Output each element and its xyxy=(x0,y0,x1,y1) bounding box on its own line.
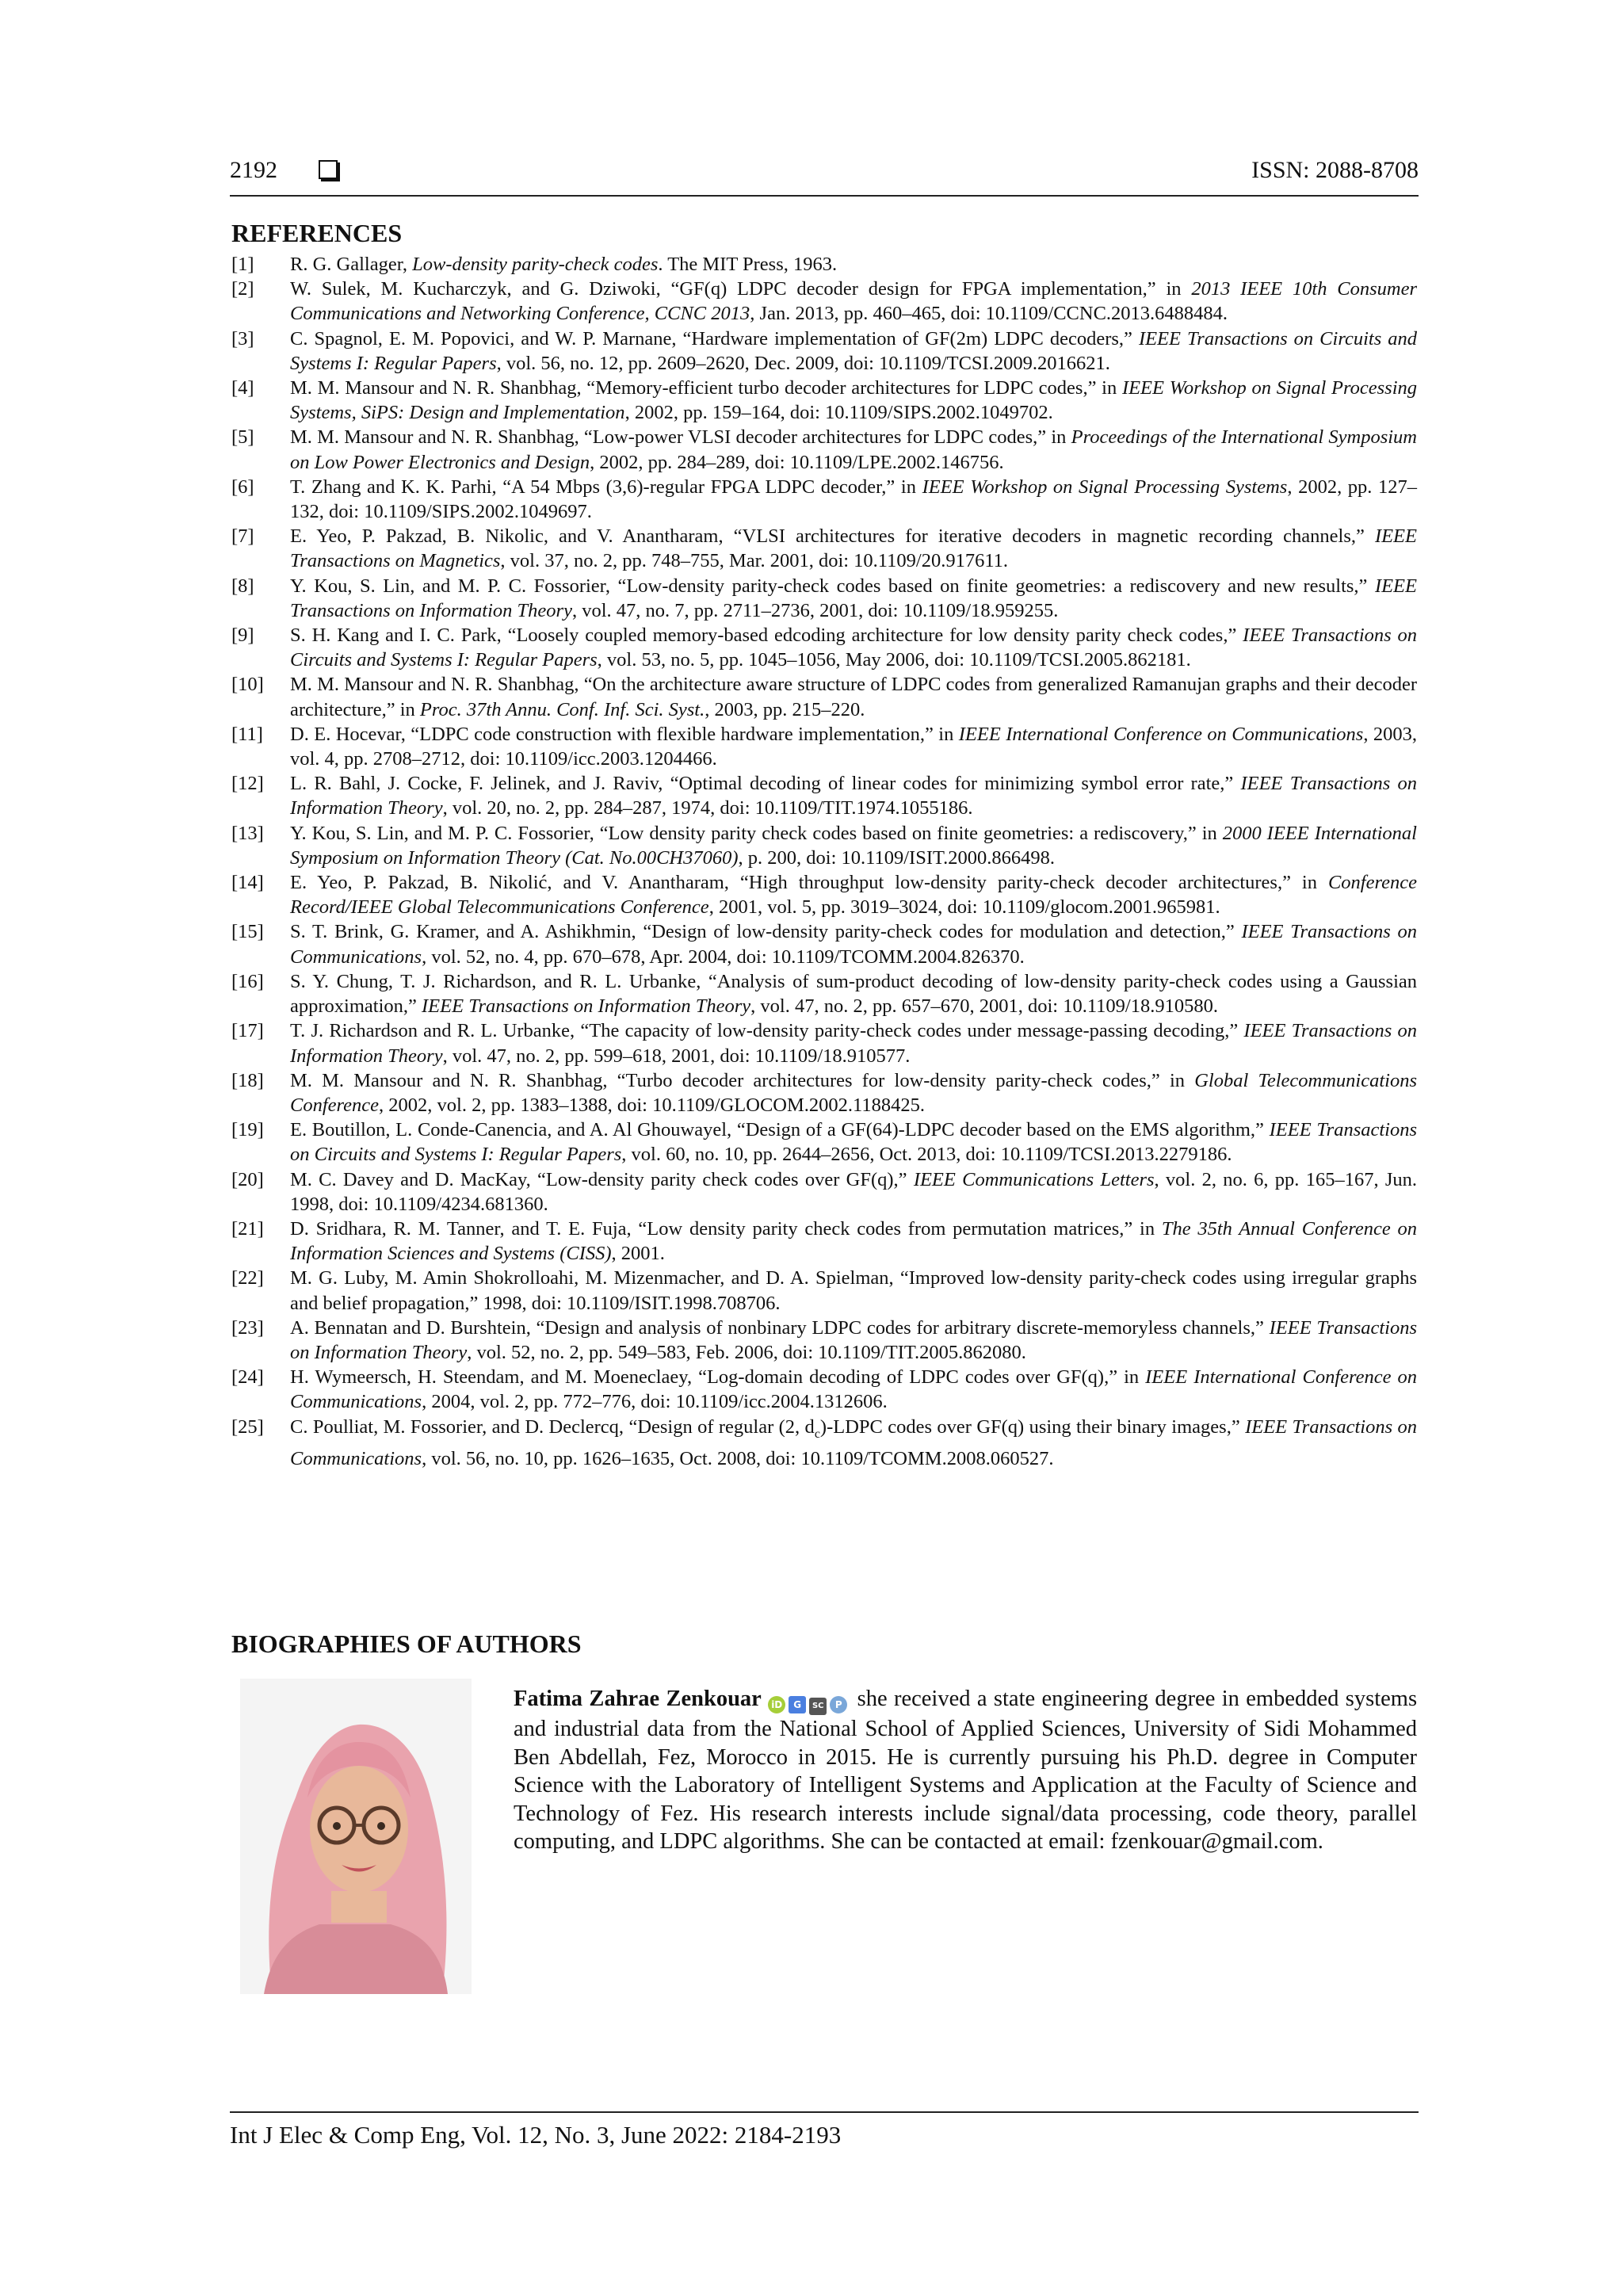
reference-venue: IEEE Transactions on Magnetics xyxy=(290,525,1417,572)
orcid-icon[interactable]: iD xyxy=(768,1696,785,1713)
reference-text: M. M. Mansour and N. R. Shanbhag, “Low-power VLSI decoder architectures for LDPC codes,” in xyxy=(290,426,1071,449)
reference-text: , 2002, vol. 2, pp. 1383–1388, doi: 10.1109/GLOCOM.2002.1188425. xyxy=(379,1094,925,1116)
reference-venue: IEEE Transactions on Information Theory xyxy=(290,575,1417,621)
reference-text: . The MIT Press, 1963. xyxy=(658,254,838,275)
reference-number: [22] xyxy=(231,1267,264,1289)
reference-item xyxy=(231,672,1417,721)
reference-number: [4] xyxy=(231,377,254,399)
reference-number: [8] xyxy=(231,575,254,597)
reference-item xyxy=(231,376,1417,425)
google-scholar-icon[interactable]: G xyxy=(789,1696,806,1713)
reference-venue: Conference Record/IEEE Global Telecommunications Conference xyxy=(290,872,1417,919)
reference-item xyxy=(231,277,1417,326)
reference-venue: IEEE Transactions on Communications xyxy=(290,921,1418,968)
reference-venue: IEEE Transactions on Circuits and Systems I: Regular Papers xyxy=(290,625,1417,671)
reference-text: , vol. 20, no. 2, pp. 284–287, 1974, doi: 10.1109/TIT.1974.1055186. xyxy=(442,797,973,819)
biographies-heading: BIOGRAPHIES OF AUTHORS xyxy=(231,1629,582,1658)
reference-text: , 2003, vol. 4, pp. 2708–2712, doi: 10.1109/icc.2003.1204466. xyxy=(290,723,1418,770)
reference-text: , p. 200, doi: 10.1109/ISIT.2000.866498. xyxy=(738,846,1056,869)
reference-item xyxy=(231,1266,1417,1315)
reference-venue: IEEE Transactions on Circuits and Systems I: Regular Papers xyxy=(290,1119,1418,1166)
reference-item xyxy=(231,1167,1417,1217)
author-photo xyxy=(240,1679,472,1994)
reference-number: [1] xyxy=(231,254,254,275)
reference-number: [18] xyxy=(231,1069,264,1091)
reference-text: C. Spagnol, E. M. Popovici, and W. P. Marnane, “Hardware implementation of GF(2m) LDPC decoders,” xyxy=(290,327,1139,350)
reference-number: [2] xyxy=(231,278,254,300)
reference-text: R. G. Gallager, xyxy=(290,254,413,275)
reference-venue: IEEE Transactions on Information Theory xyxy=(290,1316,1418,1363)
reference-text: , vol. 56, no. 10, pp. 1626–1635, Oct. 2008, doi: 10.1109/TCOMM.2008.060527. xyxy=(422,1447,1054,1469)
author-biography xyxy=(514,1685,1417,1856)
references-heading: REFERENCES xyxy=(231,219,403,247)
reference-number: [5] xyxy=(231,426,254,449)
reference-item xyxy=(231,722,1417,771)
reference-venue: IEEE International Conference on Communications xyxy=(290,1366,1417,1413)
reference-text: M. M. Mansour and N. R. Shanbhag, “Memory-efficient turbo decoder architectures for LDPC codes,” in xyxy=(290,377,1122,399)
reference-text: C. Poulliat, M. Fossorier, and D. Declercq, “Design of regular (2, d xyxy=(290,1415,815,1438)
reference-number: [14] xyxy=(231,872,264,894)
reference-number: [20] xyxy=(231,1168,264,1190)
reference-number: [21] xyxy=(231,1217,264,1240)
reference-text: , vol. 52, no. 4, pp. 670–678, Apr. 2004, doi: 10.1109/TCOMM.2004.826370. xyxy=(422,946,1025,968)
author-name: Fatima Zahrae Zenkouar xyxy=(514,1687,762,1711)
reference-text: , vol. 52, no. 2, pp. 549–583, Feb. 2006, doi: 10.1109/TIT.2005.862080. xyxy=(467,1341,1026,1363)
reference-text: Y. Kou, S. Lin, and M. P. C. Fossorier, “Low-density parity-check codes based on finite geometries: a rediscovery and new results,” xyxy=(290,575,1375,597)
reference-text: S. H. Kang and I. C. Park, “Loosely coupled memory-based edcoding architecture for low density parity check codes,” xyxy=(290,625,1243,647)
reference-item xyxy=(231,1068,1417,1117)
reference-venue: IEEE International Conference on Communications xyxy=(958,723,1364,745)
reference-venue: IEEE Communications Letters xyxy=(913,1168,1155,1190)
reference-item xyxy=(231,1117,1417,1167)
reference-text: E. Boutillon, L. Conde-Canencia, and A. Al Ghouwayel, “Design of a GF(64)-LDPC decoder based on the EMS algorithm,” xyxy=(290,1119,1270,1141)
reference-text: M. C. Davey and D. MacKay, “Low-density parity check codes over GF(q),” xyxy=(290,1168,914,1190)
reference-venue: 2013 IEEE 10th Consumer Communications and Networking Conference, CCNC 2013 xyxy=(290,278,1417,325)
reference-number: [7] xyxy=(231,525,254,548)
reference-text: , 2002, pp. 159–164, doi: 10.1109/SIPS.2002.1049702. xyxy=(624,402,1053,424)
references-list xyxy=(231,252,1417,1471)
reference-venue: IEEE Transactions on Information Theory xyxy=(290,773,1418,819)
reference-text: , vol. 47, no. 2, pp. 599–618, 2001, doi: 10.1109/18.910577. xyxy=(442,1045,911,1067)
reference-text: c xyxy=(814,1427,820,1441)
reference-venue: IEEE Workshop on Signal Processing Systems xyxy=(922,476,1288,498)
reference-text: H. Wymeersch, H. Steendam, and M. Moeneclaey, “Log-domain decoding of LDPC codes over GF(q),” in xyxy=(290,1366,1146,1389)
reference-text: , 2002, pp. 284–289, doi: 10.1109/LPE.2002.146756. xyxy=(590,451,1004,473)
reference-text: D. E. Hocevar, “LDPC code construction with flexible hardware implementation,” in xyxy=(290,723,959,745)
reference-venue: The 35th Annual Conference on Information Sciences and Systems (CISS) xyxy=(290,1217,1417,1265)
reference-item xyxy=(231,1316,1417,1365)
reference-number: [12] xyxy=(231,773,264,795)
reference-text: , 2001. xyxy=(611,1243,665,1265)
reference-number: [23] xyxy=(231,1316,264,1339)
reference-venue: Proceedings of the International Symposium on Low Power Electronics and Design xyxy=(290,426,1417,473)
reference-text: , 2001, vol. 5, pp. 3019–3024, doi: 10.1109/glocom.2001.965981. xyxy=(708,896,1220,919)
reference-venue: IEEE Transactions on Information Theory xyxy=(290,1020,1417,1067)
reference-number: [10] xyxy=(231,674,264,696)
reference-item xyxy=(231,524,1417,573)
reference-number: [3] xyxy=(231,327,254,350)
author-badges xyxy=(768,1687,857,1711)
reference-item xyxy=(231,327,1417,376)
reference-venue: Low-density parity-check codes xyxy=(412,254,659,275)
reference-number: [9] xyxy=(231,625,254,647)
reference-text: , Jan. 2013, pp. 460–465, doi: 10.1109/CCNC.2013.6488484. xyxy=(750,303,1228,325)
reference-item xyxy=(231,919,1417,968)
reference-text: , vol. 60, no. 10, pp. 2644–2656, Oct. 2013, doi: 10.1109/TCSI.2013.2279186. xyxy=(621,1144,1232,1166)
reference-item xyxy=(231,771,1417,820)
reference-text: , 2002, pp. 127–132, doi: 10.1109/SIPS.2002.1049697. xyxy=(290,476,1417,523)
reference-text: )-LDPC codes over GF(q) using their binary images,” xyxy=(819,1415,1246,1438)
author-bio-text: she received a state engineering degree in embedded systems and industrial data from the National School of Applied Sciences, University of Sidi Mohammed Ben Abdellah, Fez, Morocco in 2015. He is currently pursuing his Ph.D. degree in Computer Science with the Laboratory of Intelligent Systems and Application at the Faculty of Science and Technology of Fez. His research interests include signal/data processing, code theory, parallel computing, and LDPC algorithms. She can be contacted at email: fzenkouar@gmail.com. xyxy=(514,1687,1418,1854)
issn: ISSN: 2088-8708 xyxy=(1251,157,1419,183)
reference-item xyxy=(231,969,1417,1018)
reference-item xyxy=(231,574,1417,623)
reference-text: , vol. 56, no. 12, pp. 2609–2620, Dec. 2009, doi: 10.1109/TCSI.2009.2016621. xyxy=(496,352,1110,374)
square-bullet-icon xyxy=(319,160,338,179)
reference-text: T. J. Richardson and R. L. Urbanke, “The capacity of low-density parity-check codes under message-passing decoding,” xyxy=(290,1020,1244,1042)
reference-number: [19] xyxy=(231,1119,264,1141)
reference-text: M. M. Mansour and N. R. Shanbhag, “Turbo decoder architectures for low-density parity-check codes,” in xyxy=(290,1069,1195,1091)
reference-text: M. M. Mansour and N. R. Shanbhag, “On the architecture aware structure of LDPC codes from generalized Ramanujan graphs and their decoder architecture,” in xyxy=(290,674,1417,720)
reference-item xyxy=(231,821,1417,870)
reference-item xyxy=(231,1018,1417,1068)
reference-number: [24] xyxy=(231,1366,264,1389)
reference-venue: IEEE Transactions on Information Theory xyxy=(422,995,751,1018)
reference-venue: Global Telecommunications Conference xyxy=(290,1069,1417,1116)
reference-number: [16] xyxy=(231,970,264,992)
reference-number: [13] xyxy=(231,822,264,844)
reference-text: E. Yeo, P. Pakzad, B. Nikolić, and V. Anantharam, “High throughput low-density parity-check decoder architectures,” in xyxy=(290,872,1328,894)
reference-text: , 2003, pp. 215–220. xyxy=(705,698,865,720)
reference-item xyxy=(231,252,1417,277)
reference-text: E. Yeo, P. Pakzad, B. Nikolic, and V. Anantharam, “VLSI architectures for iterative decoders in magnetic recording channels,” xyxy=(290,525,1375,548)
reference-item xyxy=(231,1365,1417,1414)
reference-text: Y. Kou, S. Lin, and M. P. C. Fossorier, “Low density parity check codes based on finite geometries: a rediscovery,” in xyxy=(290,822,1223,844)
reference-text: L. R. Bahl, J. Cocke, F. Jelinek, and J. Raviv, “Optimal decoding of linear codes for minimizing symbol error rate,” xyxy=(290,773,1241,795)
page-footer xyxy=(230,2111,1419,2149)
reference-number: [25] xyxy=(231,1415,264,1438)
reference-number: [11] xyxy=(231,723,263,745)
reference-number: [17] xyxy=(231,1020,264,1042)
scopus-icon[interactable]: SC xyxy=(809,1698,827,1715)
reference-text: , 2004, vol. 2, pp. 772–776, doi: 10.1109/icc.2004.1312606. xyxy=(422,1391,888,1413)
reference-venue: 2000 IEEE International Symposium on Information Theory (Cat. No.00CH37060) xyxy=(290,822,1417,869)
reference-text: W. Sulek, M. Kucharczyk, and G. Dziwoki, “GF(q) LDPC decoder design for FPGA implementation,” in xyxy=(290,278,1192,300)
reference-text: S. Y. Chung, T. J. Richardson, and R. L. Urbanke, “Analysis of sum-product decoding of low-density parity-check codes using a Gaussian approximation,” xyxy=(290,970,1417,1018)
reference-number: [6] xyxy=(231,476,254,498)
reference-text: T. Zhang and K. K. Parhi, “A 54 Mbps (3,6)-regular FPGA LDPC decoder,” in xyxy=(290,476,922,498)
reference-number: [15] xyxy=(231,921,264,943)
reference-item xyxy=(231,425,1417,474)
reference-venue: IEEE Transactions on Communications xyxy=(290,1415,1418,1469)
reference-item xyxy=(231,623,1417,672)
reference-item xyxy=(231,870,1417,919)
reference-item xyxy=(231,475,1417,524)
page-number: 2192 xyxy=(230,157,277,183)
reference-venue: IEEE Workshop on Signal Processing Systems, SiPS: Design and Implementation xyxy=(290,377,1418,424)
reference-text: , vol. 37, no. 2, pp. 748–755, Mar. 2001, doi: 10.1109/20.917611. xyxy=(500,550,1009,572)
reference-text: A. Bennatan and D. Burshtein, “Design and analysis of nonbinary LDPC codes for arbitrary discrete-memoryless channels,” xyxy=(290,1316,1270,1339)
reference-text: M. G. Luby, M. Amin Shokrolloahi, M. Mizenmacher, and D. A. Spielman, “Improved low-density parity-check codes using irregular graphs and belief propagation,” 1998, doi: 10.1109/ISIT.1998.708706. xyxy=(290,1267,1417,1314)
reference-text: , vol. 2, no. 6, pp. 165–167, Jun. 1998, doi: 10.1109/4234.681360. xyxy=(290,1168,1418,1215)
page-header xyxy=(230,157,1419,197)
reference-text: , vol. 47, no. 2, pp. 657–670, 2001, doi: 10.1109/18.910580. xyxy=(750,995,1218,1018)
reference-text: S. T. Brink, G. Kramer, and A. Ashikhmin, “Design of low-density parity-check codes for modulation and detection,” xyxy=(290,921,1242,943)
journal-citation: Int J Elec & Comp Eng, Vol. 12, No. 3, June 2022: 2184-2193 xyxy=(230,2121,842,2149)
reference-text: , vol. 53, no. 5, pp. 1045–1056, May 2006, doi: 10.1109/TCSI.2005.862181. xyxy=(597,649,1191,671)
reference-text: , vol. 47, no. 7, pp. 2711–2736, 2001, doi: 10.1109/18.959255. xyxy=(571,599,1059,621)
reference-venue: IEEE Transactions on Circuits and Systems I: Regular Papers xyxy=(290,327,1418,374)
reference-item xyxy=(231,1217,1417,1266)
reference-text: D. Sridhara, R. M. Tanner, and T. E. Fuja, “Low density parity check codes from permutation matrices,” in xyxy=(290,1217,1162,1240)
publons-icon[interactable]: P xyxy=(830,1696,847,1713)
reference-item xyxy=(231,1415,1417,1471)
reference-venue: Proc. 37th Annu. Conf. Inf. Sci. Syst. xyxy=(419,698,705,720)
